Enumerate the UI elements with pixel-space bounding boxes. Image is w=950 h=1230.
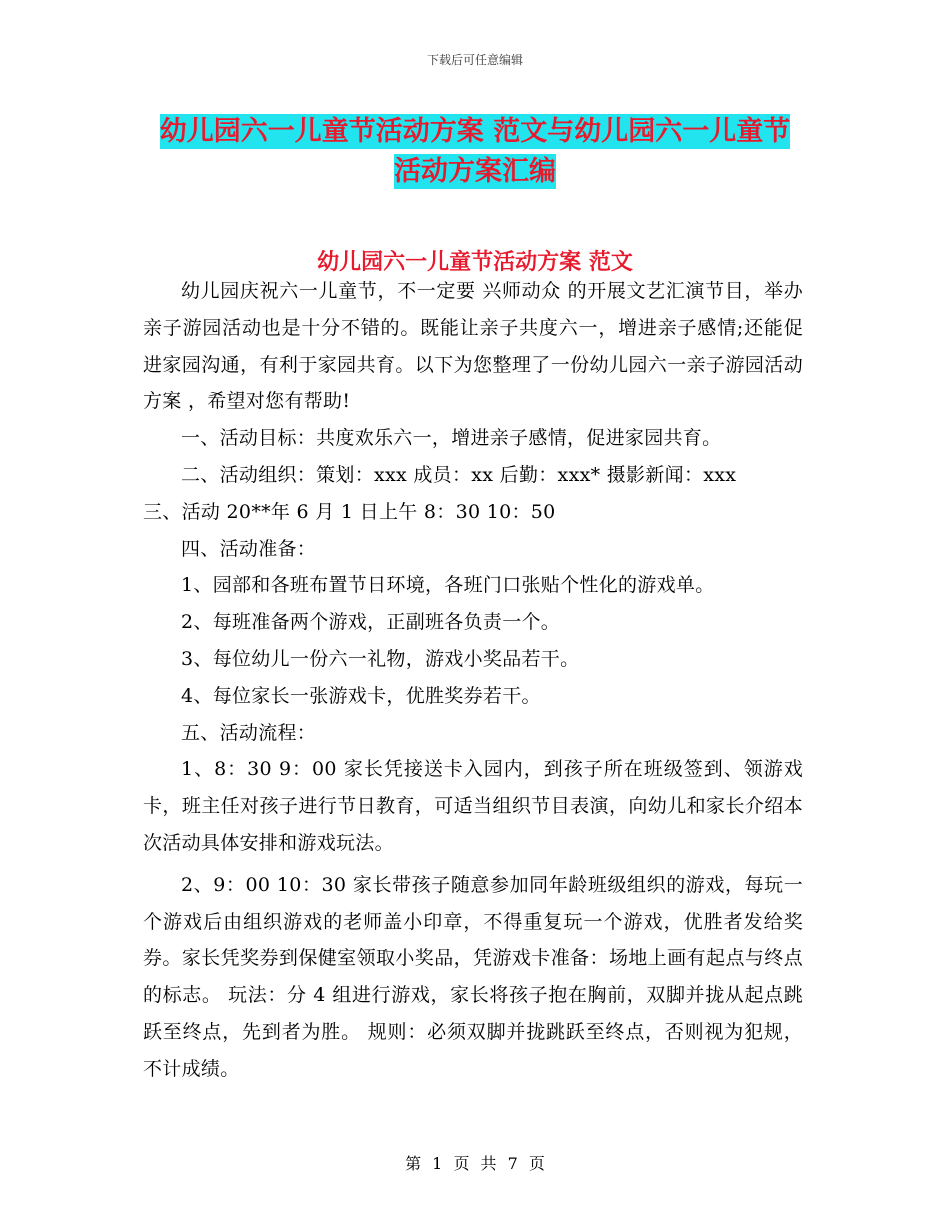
- section-title: 幼儿园六一儿童节活动方案 范文: [317, 250, 633, 275]
- process-step-2: 2、9：00 10：30 家长带孩子随意参加同年龄班级组织的游戏，每玩一个游戏后由组织游戏的老师盖小印章，不得重复玩一个游戏，优胜者发给奖券。家长凭奖券到保健室领取小奖品，凭游戏卡准备：场地上画有起点与终点的标志。 玩法：分 4 组进行游戏，家长将孩子抱在胸前，双脚并拢从起点跳跃至终点，先到者为胜。 规则：必须双脚并拢跳跃至终点，否则视为犯规，不计成绩。: [143, 873, 803, 1080]
- intro-paragraph: 幼儿园庆祝六一儿童节，不一定要 兴师动众 的开展文艺汇演节目，举办亲子游园活动也是十分不错的。既能让亲子共度六一，增进亲子感情;还能促进家园沟通，有利于家园共育。以下为您整理了一份幼儿园六一亲子游园活动方案 ，希望对您有帮助!: [143, 280, 803, 413]
- activity-time: 三、活动 20**年 6 月 1 日上午 8：30 10：50: [143, 500, 556, 523]
- preparation-heading: 四、活动准备：: [181, 537, 317, 560]
- activity-goal: 一、活动目标：共度欢乐六一，增进亲子感情，促进家园共育。: [181, 427, 722, 450]
- document-body: [143, 273, 803, 1088]
- document-title-line-2: 活动方案汇编: [394, 156, 556, 187]
- preparation-item-2: 2、每班准备两个游戏，正副班各负责一个。: [181, 611, 561, 634]
- page-header-note: 下载后可任意编辑: [426, 53, 523, 67]
- preparation-item-4: 4、每位家长一张游戏卡，优胜奖券若干。: [181, 684, 541, 707]
- activity-organization: 二、活动组织：策划：xxx 成员：xx 后勤：xxx* 摄影新闻：xxx: [181, 463, 737, 486]
- preparation-item-1: 1、园部和各班布置节日环境，各班门口张贴个性化的游戏单。: [181, 574, 715, 597]
- process-step-1: 1、8：30 9：00 家长凭接送卡入园内，到孩子所在班级签到、领游戏卡，班主任对孩子进行节日教育，可适当组织节目表演，向幼儿和家长介绍本次活动具体安排和游戏玩法。: [143, 758, 803, 854]
- document-title: [140, 112, 810, 192]
- document-title-line-1: 幼儿园六一儿童节活动方案 范文与幼儿园六一儿童节: [159, 116, 791, 147]
- preparation-item-3: 3、每位幼儿一份六一礼物，游戏小奖品若干。: [181, 647, 580, 670]
- page-number-footer: 第 1 页 共 7 页: [405, 1154, 545, 1173]
- process-heading: 五、活动流程：: [181, 721, 317, 744]
